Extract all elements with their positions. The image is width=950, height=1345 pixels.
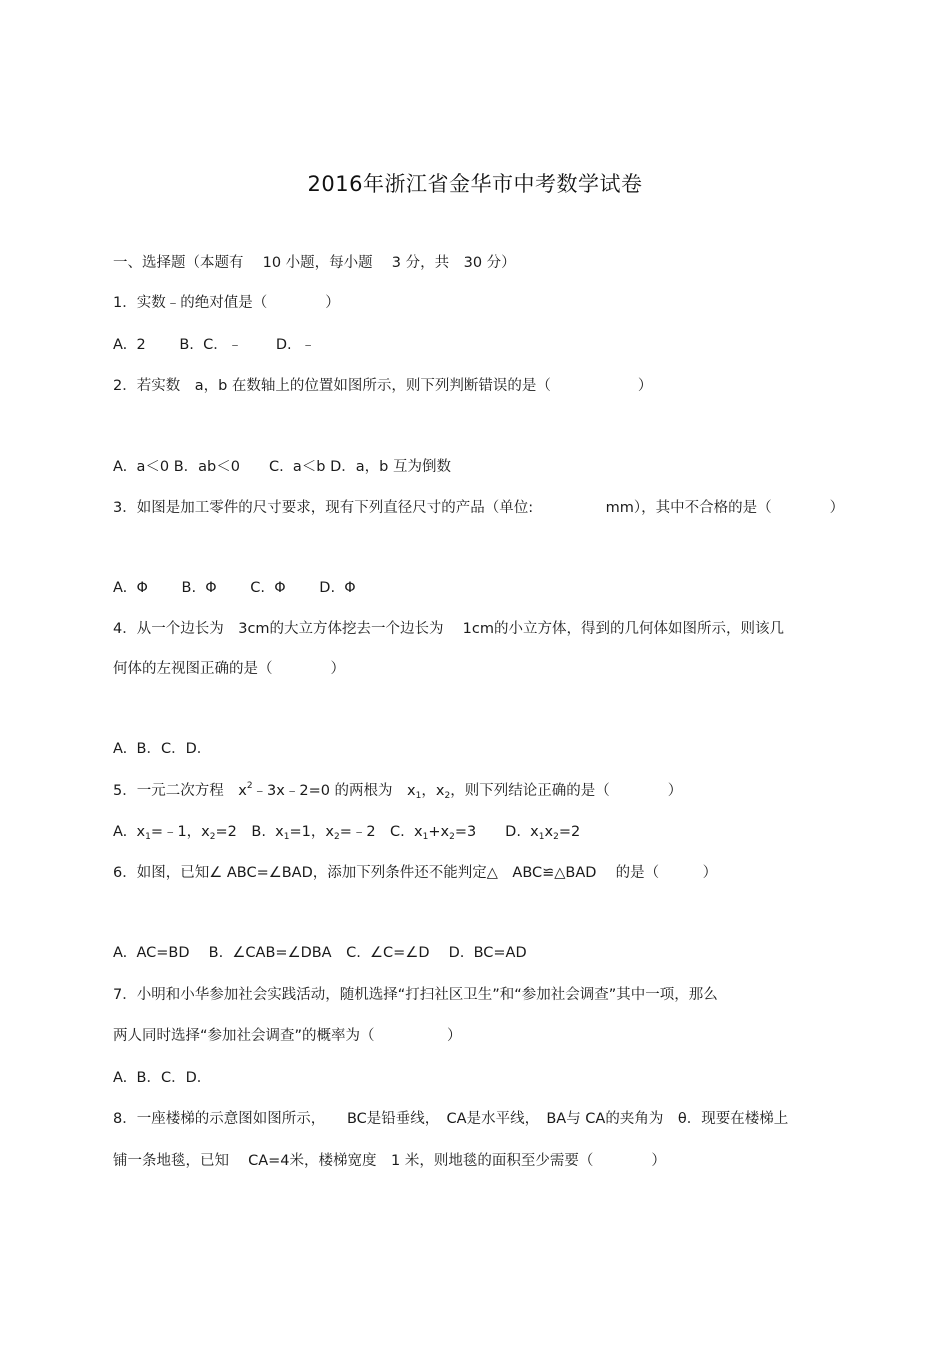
question-4-options: A. B．C．D． [113,741,212,757]
question-7-stem-line2: 两人同时选择“参加社会调查”的概率为（ ） [113,1028,462,1044]
question-6-options: A. AC=BD B. ∠CAB=∠DBA C. ∠C=∠D D. BC=AD [113,945,527,961]
question-6-stem: 6．如图，已知∠ ABC=∠BAD，添加下列条件还不能判定△ ABC≌△BAD 的是（ ） [113,865,718,881]
question-4-stem-line1: 4．从一个边长为 3cm的大立方体挖去一个边长为 1cm的小立方体，得到的几何体如图所示，则该几 [113,621,784,637]
question-5-stem: 5．一元二次方程 $x^2﹣3x﹣2=0$ 的两根为 $x_1$，$x_2$，则下列结论正确的是（ ） [113,781,683,801]
question-2-options: A. a＜0 B．ab＜0 C. a＜b D．a，b 互为倒数 [113,459,451,475]
question-1-stem: 1．实数﹣的绝对值是（ ） [113,295,340,311]
question-1-options: A. 2 B. C．﹣ D. ﹣ [113,337,316,353]
question-5-options: A. $x_1=﹣1$，$x_2=2$ B. $x_1=1$，$x_2=﹣2$ C. $x_1+x_2=3$ D. $x_1x_2=2$ [113,824,581,842]
question-4-stem-line2: 何体的左视图正确的是（ ） [113,661,345,677]
question-3-stem: 3．如图是加工零件的尺寸要求，现有下列直径尺寸的产品（单位: mm），其中不合格的是（ ） [113,500,845,516]
question-3-options: A. Φ B. Φ C. Φ D. Φ [113,580,356,596]
question-7-options: A. B．C．D． [113,1070,212,1086]
question-8-stem-line1: 8．一座楼梯的示意图如图所示， BC是铅垂线， CA是水平线， BA与 CA的夹角为 θ．现要在楼梯上 [113,1111,789,1127]
section-heading: 一、选择题（本题有 10 小题，每小题 3 分，共 30 分） [113,255,516,271]
question-8-stem-line2: 铺一条地毯，已知 CA=4米，楼梯宽度 1 米，则地毯的面积至少需要（ ） [113,1153,666,1169]
page-title: 2016年浙江省金华市中考数学试卷 [307,172,643,196]
question-7-stem-line1: 7．小明和小华参加社会实践活动，随机选择“打扫社区卫生”和“参加社会调查”其中一项，那么 [113,987,718,1003]
question-2-stem: 2．若实数 a，b 在数轴上的位置如图所示，则下列判断错误的是（ ） [113,378,653,394]
